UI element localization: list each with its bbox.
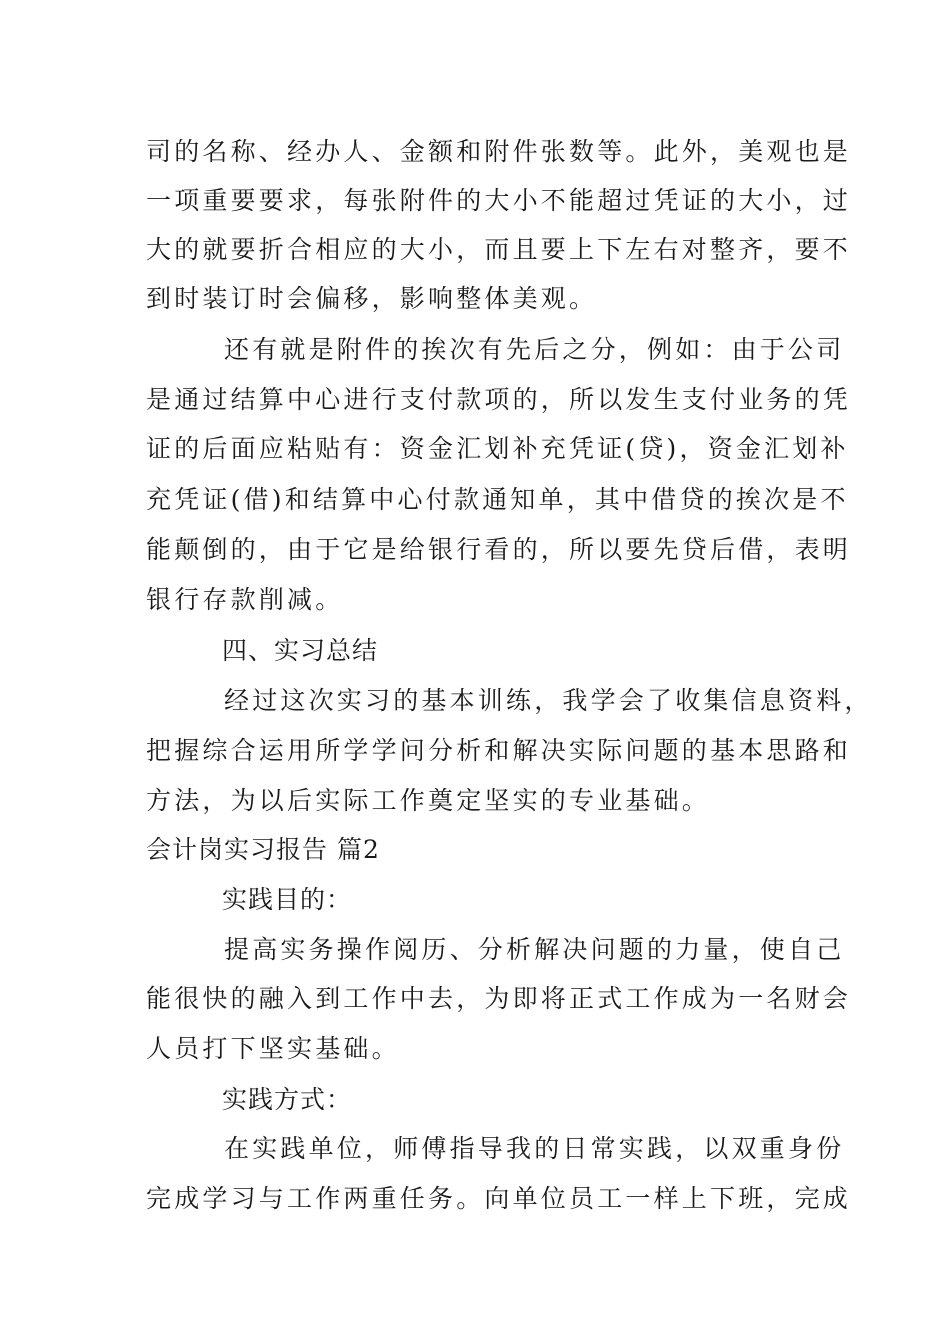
- section-heading: 实践目的：: [222, 885, 353, 914]
- paragraph-line: 到时装订时会偏移，影响整体美观。: [146, 284, 598, 313]
- paragraph-line: 还有就是附件的挨次有先后之分，例如：由于公司: [224, 335, 845, 364]
- paragraph-line: 证的后面应粘贴有：资金汇划补充凭证(贷)，资金汇划补: [146, 434, 849, 463]
- paragraph-line: 充凭证(借)和结算中心付款通知单，其中借贷的挨次是不: [146, 485, 849, 514]
- paragraph-line: 大的就要折合相应的大小，而且要上下左右对整齐，要不: [146, 235, 852, 264]
- paragraph-line: 能很快的融入到工作中去，为即将正式工作成为一名财会: [146, 984, 852, 1013]
- paragraph-line: 人员打下坚实基础。: [146, 1034, 400, 1063]
- paragraph-line: 把握综合运用所学学问分析和解决实际问题的基本思路和: [146, 736, 852, 765]
- paragraph-line: 能颠倒的，由于它是给银行看的，所以要先贷后借，表明: [146, 535, 852, 564]
- section-heading: 实践方式：: [222, 1085, 353, 1114]
- paragraph-line: 方法，为以后实际工作奠定坚实的专业基础。: [146, 786, 711, 815]
- paragraph-line: 是通过结算中心进行支付款项的，所以发生支付业务的凭: [146, 385, 852, 414]
- paragraph-line: 司的名称、经办人、金额和附件张数等。此外，美观也是: [146, 137, 852, 166]
- section-heading: 四、实习总结: [222, 636, 379, 665]
- paragraph-line: 完成学习与工作两重任务。向单位员工一样上下班，完成: [146, 1184, 852, 1213]
- paragraph-line: 提高实务操作阅历、分析解决问题的力量，使自己: [224, 935, 845, 964]
- paragraph-line: 银行存款削减。: [146, 585, 344, 614]
- paragraph-line: 一项重要要求，每张附件的大小不能超过凭证的大小，过: [146, 186, 852, 215]
- paragraph-line: 在实践单位，师傅指导我的日常实践，以双重身份: [224, 1134, 845, 1163]
- report-title: 会计岗实习报告 篇2: [146, 835, 380, 864]
- paragraph-line: 经过这次实习的基本训练，我学会了收集信息资料，: [224, 686, 873, 715]
